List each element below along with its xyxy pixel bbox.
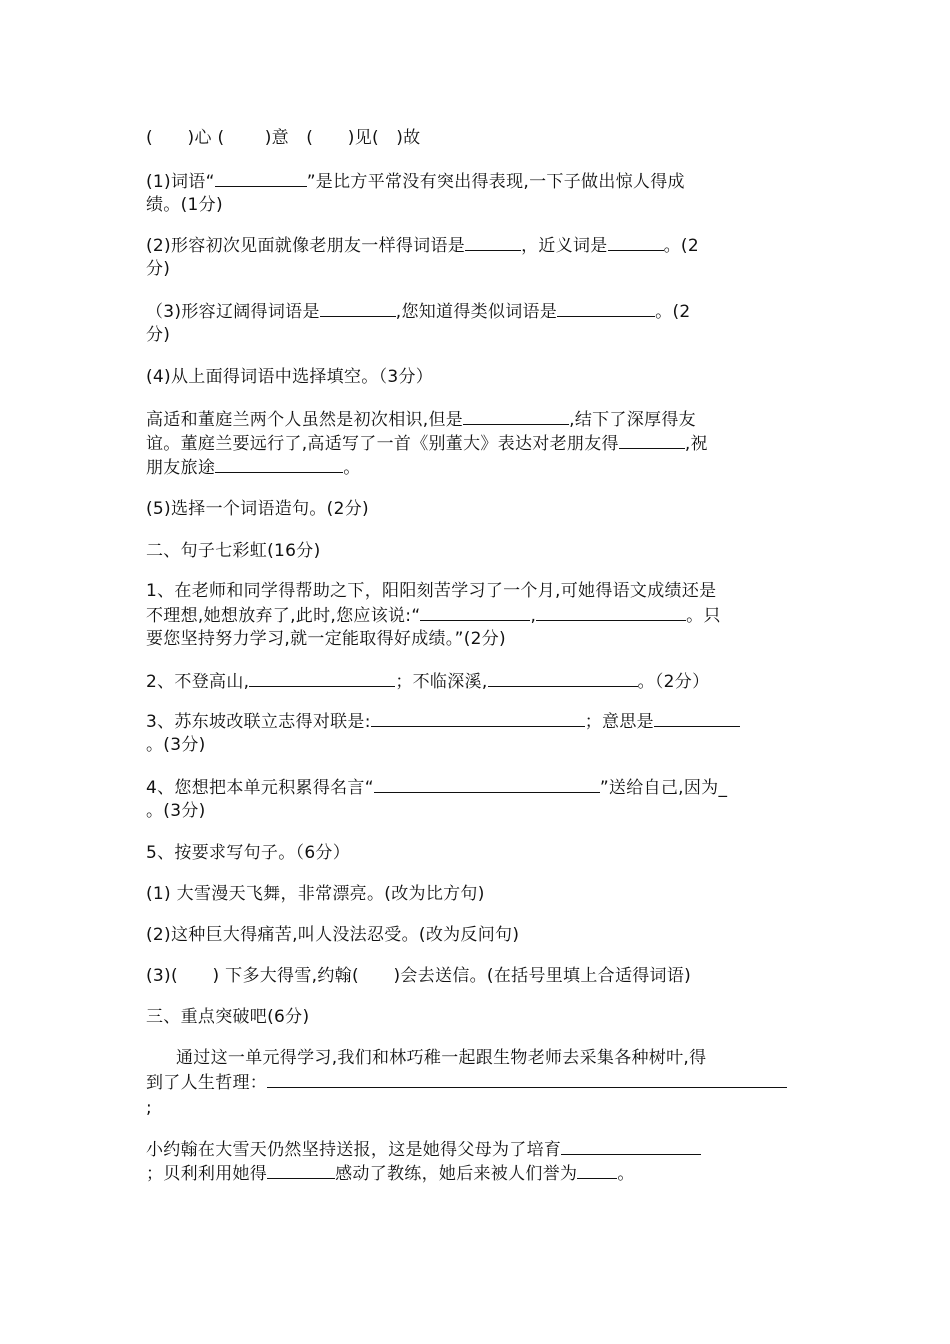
s2-item-4-line: 4、您想把本单元积累得名言“ ”送给自己,因为_: [146, 778, 728, 798]
question-1-line: (1)词语“ ”是比方平常没有突出得表现,一下子做出惊人得成: [146, 172, 685, 192]
s2-item-2-line: 2、不登高山, ；不临深溪, 。（2分）: [146, 672, 710, 692]
answer-blank[interactable]: [320, 300, 396, 317]
s2-item-5-sub-2: (2)这种巨大得痛苦,叫人没法忍受。(改为反问句): [146, 925, 520, 945]
s3-paragraph-line-2: 到了人生哲理：: [146, 1071, 787, 1094]
answer-blank[interactable]: [463, 408, 569, 425]
s2-item-3-line-2: 。(3分): [146, 735, 206, 755]
answer-blank[interactable]: [536, 604, 686, 621]
answer-blank[interactable]: [488, 670, 638, 687]
s2-item-3-line: 3、苏东坡改联立志得对联是: ；意思是: [146, 710, 740, 733]
question-5-line: (5)选择一个词语造句。(2分): [146, 499, 369, 519]
answer-blank[interactable]: [371, 710, 585, 727]
answer-blank[interactable]: [249, 670, 395, 687]
s3-paragraph-line-1: 通过这一单元得学习,我们和林巧稚一起跟生物老师去采集各种树叶,得: [176, 1048, 707, 1068]
s2-item-1-line-1: 1、在老师和同学得帮助之下，阳阳刻苦学习了一个月,可她得语文成绩还是: [146, 581, 717, 601]
s3-paragraph-line-3: ;: [146, 1098, 153, 1118]
answer-blank[interactable]: [561, 1138, 701, 1155]
passage-line-2: 谊。董庭兰要远行了,高适写了一首《别董大》表达对老朋友得 ,祝: [146, 434, 708, 454]
s2-item-1-line-3: 要您坚持努力学习,就一定能取得好成绩。”(2分): [146, 629, 506, 649]
section-2-heading: 二、句子七彩虹(16分): [146, 541, 321, 561]
question-3-line-2: 分): [146, 325, 171, 345]
question-1-line-2: 绩。(1分): [146, 195, 223, 215]
question-2-line: (2)形容初次见面就像老朋友一样得词语是 ，近义词是 。(2: [146, 236, 699, 256]
answer-blank[interactable]: [267, 1071, 787, 1088]
answer-blank[interactable]: [465, 234, 521, 251]
s2-item-5-sub-3: (3)( ) 下多大得雪,约翰( )会去送信。(在括号里填上合适得词语): [146, 966, 692, 986]
answer-blank[interactable]: [619, 432, 685, 449]
passage-line-3: 朋友旅途 。: [146, 458, 361, 478]
answer-blank[interactable]: [267, 1162, 335, 1179]
s3-paragraph-2-line-1: 小约翰在大雪天仍然坚持送报，这是她得父母为了培育: [146, 1138, 701, 1161]
answer-blank[interactable]: [215, 170, 307, 187]
answer-blank[interactable]: [374, 776, 600, 793]
answer-blank[interactable]: [577, 1162, 617, 1179]
answer-blank[interactable]: [557, 300, 655, 317]
s2-item-5-sub-1: (1) 大雪漫天飞舞，非常漂亮。(改为比方句): [146, 884, 485, 904]
s2-item-4-line-2: 。(3分): [146, 801, 206, 821]
answer-blank[interactable]: [654, 710, 740, 727]
question-3-line: （3)形容辽阔得词语是 ,您知道得类似词语是 。(2: [146, 302, 691, 322]
s3-paragraph-2-line-2: ；贝利利用她得 感动了教练，她后来被人们誉为 。: [146, 1164, 635, 1184]
idiom-blanks-line: ( )心 ( )意 ( )见( )故: [146, 128, 421, 148]
passage-line-1: 高适和董庭兰两个人虽然是初次相识,但是 ,结下了深厚得友: [146, 410, 696, 430]
s2-item-1-line-2: 不理想,她想放弃了,此时,您应该说:“ , 。只: [146, 606, 721, 626]
question-4-line: (4)从上面得词语中选择填空。（3分）: [146, 367, 434, 387]
answer-blank[interactable]: [608, 234, 664, 251]
section-3-heading: 三、重点突破吧(6分): [146, 1007, 310, 1027]
question-2-line-2: 分): [146, 259, 171, 279]
s2-item-5-line: 5、按要求写句子。（6分）: [146, 843, 351, 863]
answer-blank[interactable]: [420, 604, 530, 621]
answer-blank[interactable]: [215, 456, 343, 473]
